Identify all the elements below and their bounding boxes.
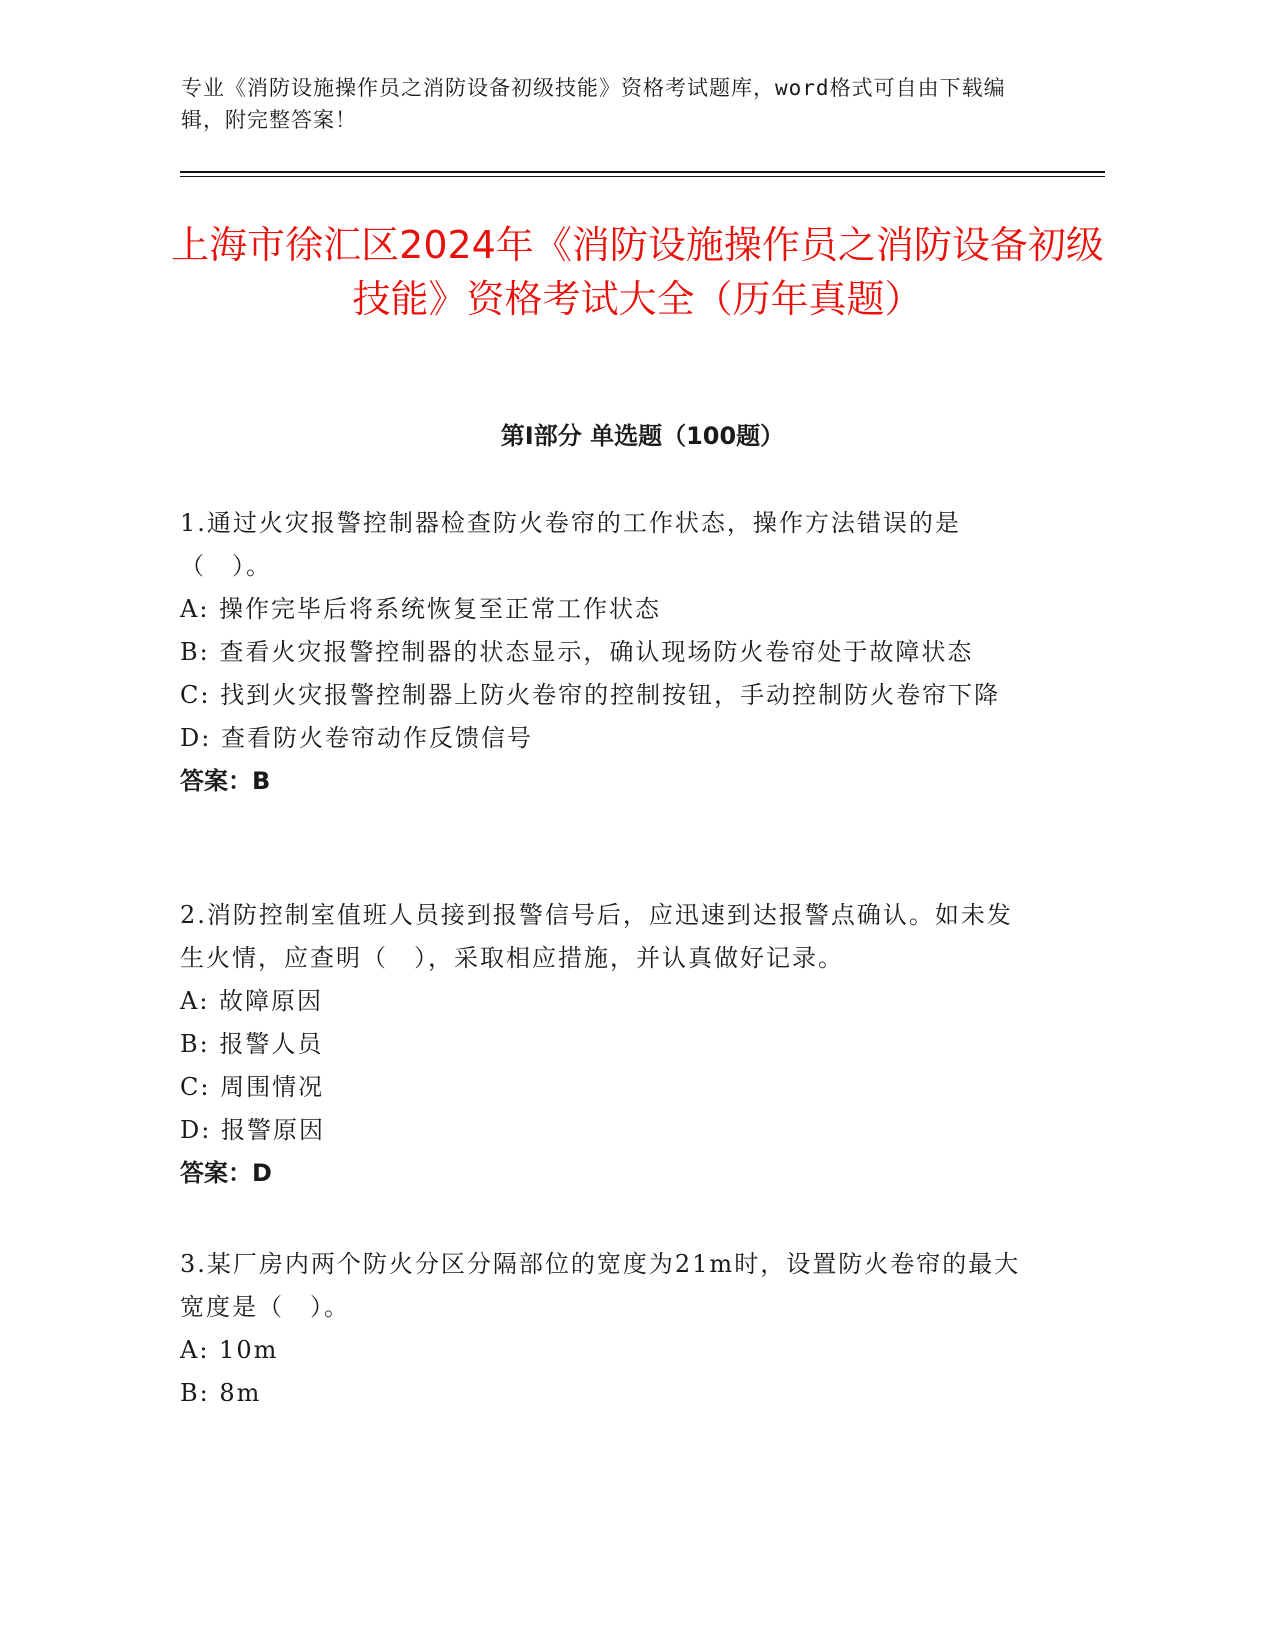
question-stem: 3.某厂房内两个防火分区分隔部位的宽度为21m时，设置防火卷帘的最大宽度是（ ）。 [180,1250,1021,1321]
option-d: D: 查看防火卷帘动作反馈信号 [180,724,533,752]
question-1 [180,502,1030,803]
option-b: B: 查看火灾报警控制器的状态显示，确认现场防火卷帘处于故障状态 [180,638,974,666]
option-c: C: 周围情况 [180,1073,325,1101]
option-d: D: 报警原因 [180,1116,325,1144]
option-b: B: 报警人员 [180,1030,324,1058]
option-a: A: 10m [180,1336,279,1364]
option-a: A: 故障原因 [180,987,324,1015]
answer-label: 答案：B [180,767,271,795]
answer-label: 答案：D [180,1159,272,1187]
question-stem: 2.消防控制室值班人员接到报警信号后，应迅速到达报警点确认。如未发生火情，应查明（ ），采取相应措施，并认真做好记录。 [180,901,1013,972]
option-b: B: 8m [180,1379,262,1407]
question-2 [180,894,1030,1195]
question-stem: 1.通过火灾报警控制器检查防火卷帘的工作状态，操作方法错误的是（ ）。 [180,509,961,580]
header-note: 专业《消防设施操作员之消防设备初级技能》资格考试题库，word格式可自由下载编辑，附完整答案！ [181,76,1006,132]
question-3 [180,1243,1030,1415]
section-title: 第I部分 单选题（100题） [500,422,785,450]
option-a: A: 操作完毕后将系统恢复至正常工作状态 [180,595,662,623]
header-rule-thick [180,171,1105,173]
document-title: 上海市徐汇区2024年《消防设施操作员之消防设备初级技能》资格考试大全（历年真题） [171,223,1104,321]
header-rule-thin [180,176,1105,177]
option-c: C: 找到火灾报警控制器上防火卷帘的控制按钮，手动控制防火卷帘下降 [180,681,1001,709]
